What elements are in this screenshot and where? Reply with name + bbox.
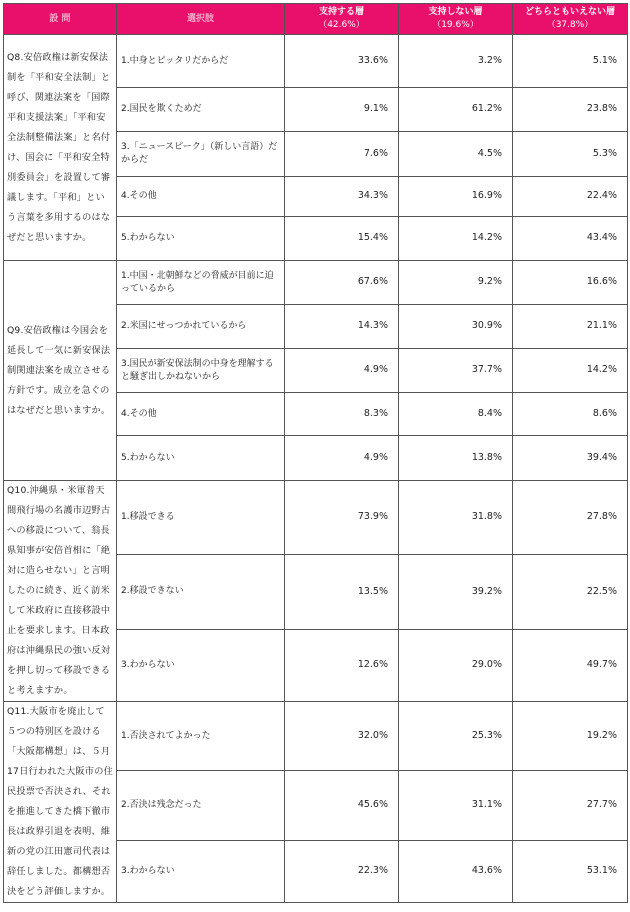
supporters-value: 45.6% <box>285 771 399 841</box>
non-supporters-value: 30.9% <box>399 305 513 349</box>
option-label: 1.否決されてよかった <box>117 702 285 771</box>
neutral-value: 39.4% <box>513 436 628 481</box>
supporters-value: 9.1% <box>285 88 399 132</box>
supporters-value: 4.9% <box>285 349 399 393</box>
header-neutral <box>513 4 628 35</box>
question-text: Q11.大阪市を廃止して５つの特別区を設ける「大阪都構想」は、５月17日行われた大阪市の住民投票で否決され、それを推進してきた橋下徹市長は政界引退を表明、維新の党の江田憲司代表は辞任しました。都構想否決をどう評価しますか。 <box>4 702 117 903</box>
header-non-supporters-pct: （19.6%） <box>432 20 479 30</box>
option-label: 2.移設できない <box>117 555 285 629</box>
header-row <box>4 4 628 35</box>
option-label: 1.中国・北朝鮮などの脅威が目前に迫っているから <box>117 261 285 305</box>
option-label: 3.わからない <box>117 629 285 701</box>
neutral-value: 53.1% <box>513 841 628 903</box>
supporters-value: 4.9% <box>285 436 399 481</box>
option-label: 2.否決は残念だった <box>117 771 285 841</box>
non-supporters-value: 4.5% <box>399 132 513 177</box>
question-text: Q10.沖縄県・米軍普天間飛行場の名護市辺野古への移設について、翁長県知事が安倍首相に「絶対に造らせない」と言明したのに続き、近く訪米して米政府に直接移設中止を要求します。日本政府は沖縄県民の強い反対を押し切って移設できると考えますか。 <box>4 481 117 702</box>
non-supporters-value: 43.6% <box>399 841 513 903</box>
option-label: 5.わからない <box>117 217 285 261</box>
non-supporters-value: 61.2% <box>399 88 513 132</box>
neutral-value: 16.6% <box>513 261 628 305</box>
neutral-value: 27.7% <box>513 771 628 841</box>
header-non-supporters-label: 支持しない層 <box>428 7 483 18</box>
non-supporters-value: 9.2% <box>399 261 513 305</box>
non-supporters-value: 29.0% <box>399 629 513 701</box>
header-non-supporters <box>399 4 513 35</box>
supporters-value: 22.3% <box>285 841 399 903</box>
header-option: 選択肢 <box>117 4 285 35</box>
non-supporters-value: 31.1% <box>399 771 513 841</box>
non-supporters-value: 25.3% <box>399 702 513 771</box>
neutral-value: 43.4% <box>513 217 628 261</box>
non-supporters-value: 3.2% <box>399 35 513 88</box>
option-label: 3.わからない <box>117 841 285 903</box>
table-body <box>4 35 628 903</box>
header-neutral-pct: （37.8%） <box>546 20 594 30</box>
option-label: 1.移設できる <box>117 481 285 555</box>
neutral-value: 8.6% <box>513 393 628 436</box>
neutral-value: 19.2% <box>513 702 628 771</box>
option-label: 3.「ニュースピーク」（新しい言語）だからだ <box>117 132 285 177</box>
option-label: 1.中身とピッタリだからだ <box>117 35 285 88</box>
supporters-value: 14.3% <box>285 305 399 349</box>
header-supporters-pct: （42.6%） <box>318 20 365 30</box>
supporters-value: 15.4% <box>285 217 399 261</box>
neutral-value: 22.5% <box>513 555 628 629</box>
non-supporters-value: 37.7% <box>399 349 513 393</box>
neutral-value: 21.1% <box>513 305 628 349</box>
non-supporters-value: 13.8% <box>399 436 513 481</box>
neutral-value: 22.4% <box>513 177 628 217</box>
neutral-value: 23.8% <box>513 88 628 132</box>
non-supporters-value: 39.2% <box>399 555 513 629</box>
option-label: 4.その他 <box>117 177 285 217</box>
non-supporters-value: 14.2% <box>399 217 513 261</box>
header-neutral-label: どちらともいえない層 <box>524 7 615 18</box>
table-row <box>4 35 628 88</box>
option-label: 2.国民を欺くためだ <box>117 88 285 132</box>
non-supporters-value: 8.4% <box>399 393 513 436</box>
question-text: Q8.安倍政権は新安保法制を「平和安全法制」と呼び、関連法案を「国際平和支援法案」「平和安全法制整備法案」と名付け、国会に「平和安全特別委員会」を設置して審議します。「平和」という言葉を多用するのはなぜだと思いますか。 <box>4 35 117 261</box>
supporters-value: 34.3% <box>285 177 399 217</box>
header-question: 設 問 <box>4 4 117 35</box>
supporters-value: 32.0% <box>285 702 399 771</box>
question-text: Q9.安倍政権は今国会を延長して一気に新安保法制関連法案を成立させる方針です。成立を急ぐのはなぜだと思いますか。 <box>4 261 117 481</box>
table-row <box>4 702 628 771</box>
table-row <box>4 481 628 555</box>
supporters-value: 33.6% <box>285 35 399 88</box>
supporters-value: 7.6% <box>285 132 399 177</box>
header-supporters-label: 支持する層 <box>318 7 364 18</box>
neutral-value: 5.1% <box>513 35 628 88</box>
supporters-value: 13.5% <box>285 555 399 629</box>
neutral-value: 5.3% <box>513 132 628 177</box>
option-label: 3.国民が新安保法制の中身を理解すると騒ぎ出しかねないから <box>117 349 285 393</box>
non-supporters-value: 31.8% <box>399 481 513 555</box>
option-label: 4.その他 <box>117 393 285 436</box>
neutral-value: 49.7% <box>513 629 628 701</box>
option-label: 5.わからない <box>117 436 285 481</box>
survey-results-table <box>3 3 628 903</box>
non-supporters-value: 16.9% <box>399 177 513 217</box>
table-header <box>4 4 628 35</box>
supporters-value: 12.6% <box>285 629 399 701</box>
supporters-value: 73.9% <box>285 481 399 555</box>
header-supporters <box>285 4 399 35</box>
neutral-value: 27.8% <box>513 481 628 555</box>
supporters-value: 8.3% <box>285 393 399 436</box>
neutral-value: 14.2% <box>513 349 628 393</box>
table-row <box>4 261 628 305</box>
option-label: 2.米国にせっつかれているから <box>117 305 285 349</box>
supporters-value: 67.6% <box>285 261 399 305</box>
